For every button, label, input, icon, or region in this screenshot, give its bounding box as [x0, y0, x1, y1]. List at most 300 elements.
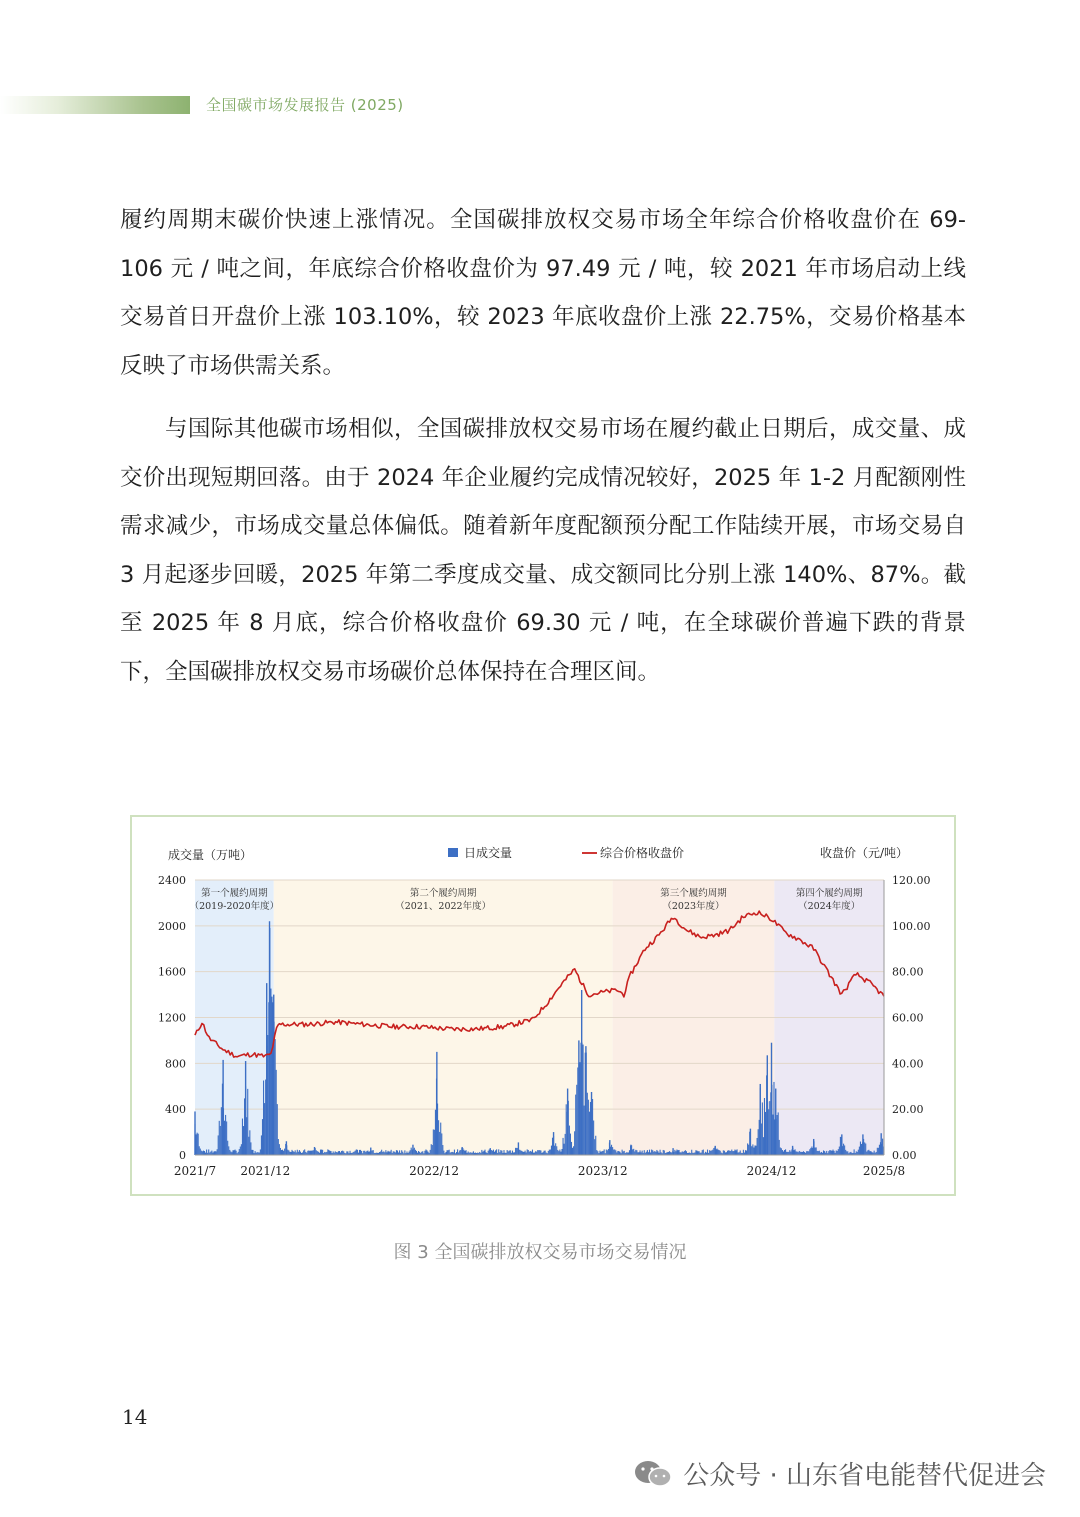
volume-bar — [599, 1151, 600, 1155]
volume-bar — [251, 1150, 252, 1155]
volume-bar — [566, 1104, 567, 1155]
volume-bar — [617, 1151, 618, 1155]
volume-bar — [679, 1150, 680, 1155]
volume-bar — [229, 1150, 230, 1155]
volume-bar — [535, 1151, 536, 1155]
volume-bar — [829, 1150, 830, 1155]
volume-bar — [734, 1150, 735, 1155]
volume-bar — [595, 1136, 596, 1155]
volume-bar — [840, 1137, 841, 1155]
volume-bar — [233, 1150, 234, 1155]
period-years: （2023年度） — [662, 901, 725, 912]
volume-bar — [808, 1151, 809, 1155]
volume-bar — [838, 1149, 839, 1155]
volume-bar — [357, 1150, 358, 1155]
volume-peak-bar — [880, 1133, 881, 1155]
volume-bar — [208, 1149, 209, 1155]
volume-bar — [551, 1146, 552, 1155]
volume-bar — [869, 1151, 870, 1155]
volume-bar — [291, 1150, 292, 1155]
volume-bar — [281, 1150, 282, 1155]
volume-bar — [797, 1152, 798, 1155]
volume-bar — [510, 1150, 511, 1155]
volume-bar — [644, 1150, 645, 1155]
volume-bar — [588, 1100, 589, 1155]
volume-bar — [363, 1151, 364, 1155]
volume-bar — [564, 1144, 565, 1155]
volume-bar — [716, 1149, 717, 1155]
volume-bar — [569, 1126, 570, 1155]
volume-bar — [858, 1150, 859, 1155]
volume-bar — [550, 1150, 551, 1155]
volume-peak-bar — [518, 1142, 519, 1155]
volume-bar — [728, 1150, 729, 1155]
volume-bar — [664, 1150, 665, 1155]
volume-bar — [765, 1112, 766, 1155]
volume-bar — [718, 1150, 719, 1155]
volume-bar — [724, 1151, 725, 1155]
volume-bar — [624, 1151, 625, 1155]
volume-bar — [796, 1151, 797, 1155]
legend-bars-label: 日成交量 — [464, 846, 513, 860]
period-name: 第三个履约周期 — [660, 888, 727, 899]
volume-bar — [438, 1120, 439, 1155]
volume-bar — [422, 1151, 423, 1155]
volume-bar — [295, 1150, 296, 1155]
volume-bar — [793, 1150, 794, 1155]
volume-bar — [525, 1151, 526, 1155]
volume-bar — [864, 1142, 865, 1155]
volume-bar — [204, 1151, 205, 1155]
volume-bar — [867, 1150, 868, 1155]
volume-bar — [854, 1149, 855, 1155]
volume-bar — [520, 1150, 521, 1155]
volume-bar — [629, 1150, 630, 1155]
volume-bar — [343, 1151, 344, 1155]
paragraph-1: 履约周期末碳价快速上涨情况。全国碳排放权交易市场全年综合价格收盘价在 69-106 元 / 吨之间，年底综合价格收盘价为 97.49 元 / 吨，较 2021 年市场启动上线交易首日开盘价上涨 103.10%，较 2023 年底收盘价上涨 22.75%，交易价格基本反映了市场供需关系。 — [120, 207, 966, 379]
volume-bar — [312, 1151, 313, 1155]
volume-bar — [606, 1150, 607, 1155]
volume-bar — [844, 1145, 845, 1155]
volume-bar — [431, 1144, 432, 1155]
volume-bar — [709, 1150, 710, 1155]
volume-bar — [803, 1151, 804, 1155]
volume-bar — [614, 1149, 615, 1155]
volume-peak-bar — [630, 1145, 631, 1155]
volume-bar — [828, 1151, 829, 1155]
volume-bar — [608, 1149, 609, 1155]
volume-bar — [448, 1150, 449, 1155]
volume-bar — [275, 1039, 276, 1155]
volume-peak-bar — [370, 1148, 371, 1155]
volume-bar — [415, 1150, 416, 1155]
volume-bar — [730, 1151, 731, 1155]
volume-bar — [383, 1151, 384, 1155]
volume-bar — [719, 1150, 720, 1155]
volume-bar — [870, 1151, 871, 1155]
volume-bar — [589, 1112, 590, 1155]
volume-bar — [433, 1129, 434, 1155]
volume-bar — [373, 1150, 374, 1155]
volume-bar — [652, 1150, 653, 1155]
volume-bar — [226, 1121, 227, 1155]
volume-bar — [397, 1151, 398, 1155]
volume-bar — [575, 1095, 576, 1155]
volume-bar — [560, 1152, 561, 1155]
volume-bar — [532, 1150, 533, 1155]
volume-bar — [865, 1144, 866, 1155]
volume-bar — [684, 1151, 685, 1155]
volume-peak-bar — [792, 1146, 793, 1155]
volume-bar — [772, 1115, 773, 1155]
volume-bar — [414, 1148, 415, 1155]
volume-bar — [355, 1151, 356, 1155]
volume-bar — [401, 1150, 402, 1155]
volume-bar — [385, 1150, 386, 1155]
period-name: 第二个履约周期 — [409, 888, 477, 899]
volume-bar — [733, 1151, 734, 1155]
volume-bar — [224, 1121, 225, 1155]
volume-bar — [218, 1135, 219, 1155]
x-tick-label: 2023/12 — [577, 1164, 628, 1178]
volume-bar — [651, 1150, 652, 1155]
volume-bar — [757, 1138, 758, 1155]
volume-peak-bar — [715, 1146, 716, 1155]
volume-bar — [754, 1145, 755, 1155]
volume-bar — [396, 1150, 397, 1155]
volume-bar — [214, 1151, 215, 1155]
volume-bar — [300, 1152, 301, 1155]
volume-bar — [329, 1151, 330, 1155]
volume-bar — [230, 1151, 231, 1155]
volume-bar — [740, 1150, 741, 1155]
volume-bar — [493, 1150, 494, 1155]
volume-bar — [496, 1149, 497, 1155]
volume-bar — [464, 1151, 465, 1155]
volume-bar — [390, 1151, 391, 1155]
volume-bar — [635, 1150, 636, 1155]
volume-bar — [276, 1070, 277, 1155]
volume-bar — [677, 1150, 678, 1155]
volume-bar — [381, 1150, 382, 1155]
legend-line-label: 综合价格收盘价 — [600, 846, 685, 860]
volume-bar — [404, 1150, 405, 1155]
volume-bar — [210, 1152, 211, 1155]
volume-bar — [439, 1132, 440, 1155]
volume-bar — [356, 1149, 357, 1155]
volume-bar — [674, 1150, 675, 1155]
volume-bar — [316, 1150, 317, 1155]
wechat-watermark — [633, 1455, 1046, 1492]
volume-bar — [727, 1151, 728, 1155]
volume-bar — [691, 1150, 692, 1155]
volume-peak-bar — [813, 1139, 814, 1155]
volume-bar — [310, 1150, 311, 1155]
volume-bar — [563, 1138, 564, 1155]
volume-bar — [284, 1149, 285, 1155]
volume-bar — [603, 1151, 604, 1155]
volume-bar — [752, 1144, 753, 1155]
volume-bar — [321, 1150, 322, 1155]
volume-bar — [819, 1151, 820, 1155]
page-number: 14 — [122, 1405, 148, 1429]
volume-bar — [203, 1151, 204, 1155]
volume-bar — [482, 1152, 483, 1155]
volume-bar — [434, 1130, 435, 1155]
volume-bar — [242, 1119, 243, 1155]
trading-chart — [132, 817, 954, 1194]
volume-bar — [675, 1151, 676, 1155]
volume-bar — [463, 1150, 464, 1155]
volume-bar — [634, 1151, 635, 1155]
volume-bar — [633, 1149, 634, 1155]
volume-bar — [753, 1147, 754, 1155]
volume-bar — [574, 1131, 575, 1155]
volume-peak-bar — [775, 1089, 776, 1155]
volume-bar — [557, 1150, 558, 1155]
volume-bar — [349, 1151, 350, 1155]
volume-bar — [743, 1150, 744, 1155]
volume-bar — [731, 1150, 732, 1155]
volume-bar — [555, 1143, 556, 1155]
volume-bar — [570, 1134, 571, 1155]
volume-bar — [309, 1151, 310, 1155]
volume-bar — [602, 1151, 603, 1155]
volume-bar — [279, 1144, 280, 1155]
volume-bar — [612, 1147, 613, 1155]
volume-bar — [247, 1089, 248, 1155]
volume-bar — [647, 1150, 648, 1155]
volume-bar — [425, 1149, 426, 1155]
volume-bar — [622, 1150, 623, 1155]
volume-bar — [843, 1144, 844, 1155]
volume-bar — [789, 1150, 790, 1155]
volume-bar — [769, 1101, 770, 1155]
volume-bar — [587, 1093, 588, 1155]
volume-bar — [654, 1151, 655, 1155]
volume-bar — [361, 1151, 362, 1155]
left-tick-label: 1200 — [158, 1011, 186, 1025]
volume-bar — [293, 1151, 294, 1155]
volume-bar — [347, 1151, 348, 1155]
right-tick-label: 100.00 — [892, 919, 931, 933]
volume-bar — [261, 1135, 262, 1155]
volume-bar — [696, 1151, 697, 1155]
left-tick-label: 2000 — [158, 919, 186, 933]
volume-bar — [878, 1148, 879, 1155]
volume-bar — [303, 1150, 304, 1155]
volume-bar — [333, 1151, 334, 1155]
x-tick-label: 2024/12 — [746, 1164, 797, 1178]
right-tick-label: 0.00 — [892, 1149, 917, 1162]
volume-bar — [773, 1082, 774, 1155]
volume-bar — [660, 1150, 661, 1155]
volume-bar — [287, 1150, 288, 1155]
volume-bar — [723, 1150, 724, 1155]
volume-bar — [217, 1149, 218, 1155]
volume-bar — [720, 1151, 721, 1155]
volume-bar — [426, 1150, 427, 1155]
volume-bar — [783, 1151, 784, 1155]
right-tick-label: 20.00 — [892, 1103, 924, 1117]
volume-bar — [758, 1129, 759, 1155]
volume-bar — [799, 1151, 800, 1155]
x-tick-label: 2021/7 — [173, 1164, 217, 1178]
volume-bar — [360, 1150, 361, 1155]
volume-bar — [712, 1150, 713, 1155]
volume-bar — [328, 1150, 329, 1155]
volume-bar — [810, 1148, 811, 1155]
volume-bar — [785, 1149, 786, 1155]
volume-bar — [576, 1085, 577, 1155]
volume-bar — [483, 1151, 484, 1155]
volume-bar — [593, 1120, 594, 1155]
volume-bar — [341, 1151, 342, 1155]
volume-bar — [206, 1150, 207, 1155]
volume-bar — [748, 1145, 749, 1155]
volume-bar — [830, 1150, 831, 1155]
volume-bar — [847, 1151, 848, 1155]
volume-bar — [213, 1151, 214, 1155]
volume-bar — [503, 1150, 504, 1155]
volume-bar — [549, 1150, 550, 1155]
volume-bar — [536, 1152, 537, 1155]
volume-bar — [823, 1150, 824, 1155]
volume-peak-bar — [841, 1134, 842, 1155]
volume-bar — [330, 1151, 331, 1155]
volume-bar — [446, 1150, 447, 1155]
volume-bar — [556, 1146, 557, 1155]
volume-bar — [227, 1141, 228, 1155]
report-title: 全国碳市场发展报告 (2025) — [206, 96, 404, 114]
volume-bar — [571, 1142, 572, 1155]
volume-bar — [807, 1151, 808, 1155]
volume-bar — [596, 1150, 597, 1155]
volume-peak-bar — [585, 1046, 586, 1155]
volume-bar — [837, 1151, 838, 1155]
volume-bar — [387, 1151, 388, 1155]
volume-peak-bar — [567, 1089, 568, 1155]
volume-bar — [459, 1150, 460, 1155]
volume-bar — [558, 1151, 559, 1155]
volume-bar — [435, 1110, 436, 1155]
volume-bar — [806, 1151, 807, 1155]
volume-bar — [859, 1147, 860, 1155]
volume-bar — [764, 1098, 765, 1155]
volume-bar — [270, 989, 271, 1155]
volume-bar — [288, 1150, 289, 1155]
volume-bar — [304, 1149, 305, 1155]
volume-bar — [762, 1102, 763, 1155]
volume-peak-bar — [194, 1111, 195, 1155]
volume-bar — [449, 1150, 450, 1155]
volume-bar — [394, 1152, 395, 1155]
volume-bar — [540, 1151, 541, 1155]
volume-peak-bar — [609, 1140, 610, 1155]
volume-bar — [707, 1150, 708, 1155]
volume-bar — [495, 1150, 496, 1155]
volume-bar — [811, 1147, 812, 1155]
volume-bar — [411, 1148, 412, 1155]
volume-bar — [354, 1152, 355, 1155]
volume-peak-bar — [412, 1145, 413, 1155]
volume-bar — [424, 1151, 425, 1155]
volume-bar — [649, 1150, 650, 1155]
volume-bar — [250, 1142, 251, 1155]
volume-peak-bar — [269, 921, 270, 1155]
volume-bar — [528, 1150, 529, 1155]
left-tick-label: 800 — [165, 1057, 186, 1071]
right-tick-label: 60.00 — [892, 1011, 924, 1025]
volume-bar — [747, 1143, 748, 1155]
volume-bar — [498, 1149, 499, 1155]
volume-bar — [861, 1144, 862, 1155]
volume-bar — [632, 1149, 633, 1155]
volume-bar — [702, 1150, 703, 1155]
volume-bar — [297, 1150, 298, 1155]
volume-bar — [604, 1149, 605, 1155]
period-years: （2019-2020年度） — [189, 901, 280, 912]
volume-bar — [418, 1151, 419, 1155]
volume-bar — [790, 1152, 791, 1155]
volume-bar — [561, 1149, 562, 1155]
volume-peak-bar — [581, 990, 582, 1155]
volume-bar — [416, 1151, 417, 1155]
volume-bar — [507, 1150, 508, 1155]
volume-bar — [430, 1150, 431, 1155]
volume-bar — [406, 1152, 407, 1155]
volume-bar — [882, 1139, 883, 1155]
volume-bar — [465, 1150, 466, 1155]
volume-bar — [391, 1150, 392, 1155]
volume-bar — [594, 1139, 595, 1155]
volume-bar — [531, 1152, 532, 1155]
volume-bar — [512, 1151, 513, 1155]
volume-bar — [299, 1150, 300, 1155]
volume-bar — [713, 1148, 714, 1155]
volume-bar — [410, 1150, 411, 1155]
volume-bar — [839, 1147, 840, 1155]
volume-bar — [636, 1150, 637, 1155]
volume-bar — [735, 1150, 736, 1155]
volume-bar — [488, 1151, 489, 1155]
volume-bar — [255, 1151, 256, 1155]
volume-bar — [846, 1151, 847, 1155]
volume-bar — [271, 997, 272, 1155]
volume-bar — [500, 1150, 501, 1155]
left-tick-label: 400 — [165, 1103, 186, 1117]
volume-bar — [530, 1151, 531, 1155]
volume-bar — [339, 1151, 340, 1155]
volume-bar — [572, 1148, 573, 1155]
volume-peak-bar — [266, 983, 267, 1155]
volume-bar — [232, 1150, 233, 1155]
volume-bar — [264, 1103, 265, 1155]
volume-peak-bar — [222, 1060, 223, 1155]
volume-bar — [346, 1151, 347, 1155]
volume-bar — [751, 1146, 752, 1155]
volume-bar — [834, 1151, 835, 1155]
volume-peak-bar — [760, 1084, 761, 1155]
right-tick-label: 80.00 — [892, 965, 924, 979]
volume-bar — [501, 1151, 502, 1155]
volume-bar — [845, 1150, 846, 1155]
volume-bar — [211, 1151, 212, 1155]
volume-peak-bar — [771, 1043, 772, 1155]
volume-bar — [249, 1130, 250, 1155]
volume-bar — [711, 1150, 712, 1155]
volume-bar — [372, 1150, 373, 1155]
